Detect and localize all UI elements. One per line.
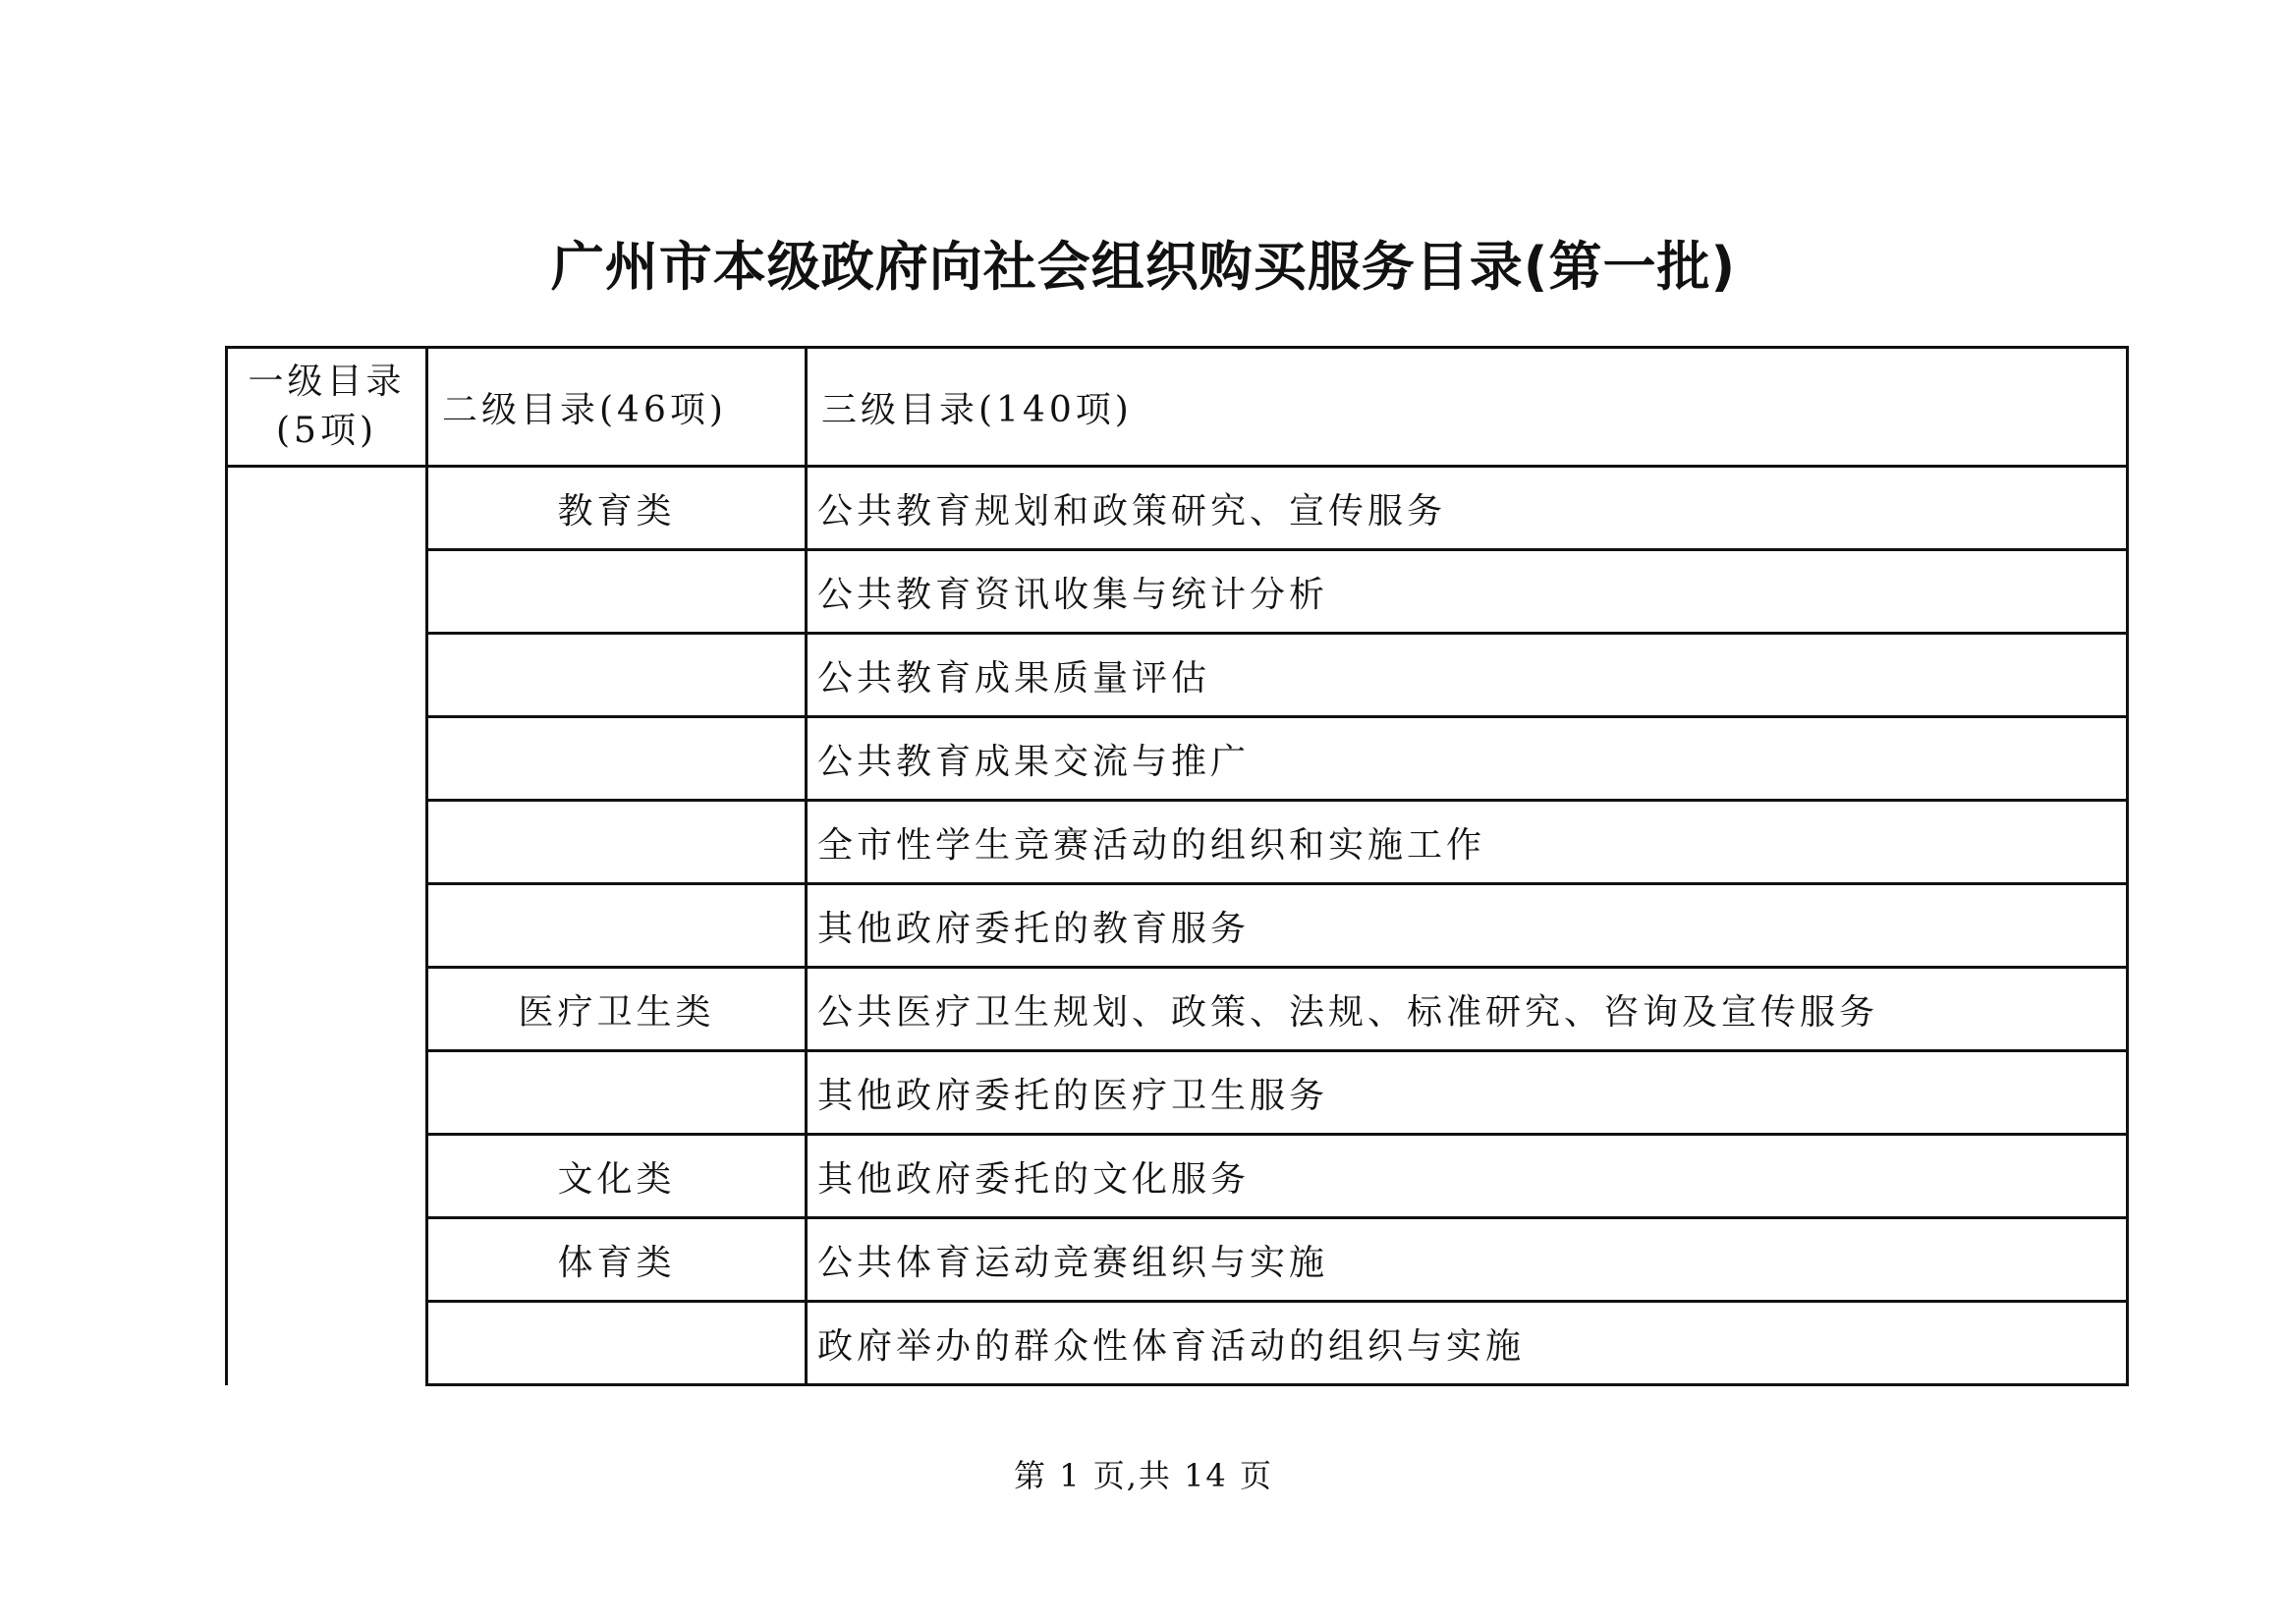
level3-cell: 公共教育资讯收集与统计分析	[807, 550, 2128, 634]
table-row	[227, 1135, 2128, 1218]
level2-cell	[427, 1302, 807, 1385]
level3-cell: 其他政府委托的医疗卫生服务	[807, 1051, 2128, 1135]
page-title: 广州市本级政府向社会组织购买服务目录(第一批)	[550, 236, 1737, 298]
level2-cell	[427, 550, 807, 634]
level2-cell	[427, 634, 807, 717]
header-level3: 三级目录(140项)	[807, 348, 2128, 467]
level2-cell: 体育类	[427, 1218, 807, 1302]
header-level1-count: (5项)	[276, 411, 377, 451]
level2-cell: 文化类	[427, 1135, 807, 1218]
level3-cell: 政府举办的群众性体育活动的组织与实施	[807, 1302, 2128, 1385]
page-footer: 第 1 页,共 14 页	[1014, 1457, 1273, 1494]
level3-cell: 其他政府委托的文化服务	[807, 1135, 2128, 1218]
table-header-row	[227, 348, 2128, 467]
table-row	[227, 467, 2128, 550]
level2-cell	[427, 1051, 807, 1135]
level3-cell: 公共教育规划和政策研究、宣传服务	[807, 467, 2128, 550]
level2-cell	[427, 801, 807, 884]
level3-cell: 公共体育运动竞赛组织与实施	[807, 1218, 2128, 1302]
table-row	[227, 1218, 2128, 1302]
level2-cell: 教育类	[427, 467, 807, 550]
level3-cell: 其他政府委托的教育服务	[807, 884, 2128, 968]
level1-cell	[227, 467, 427, 1385]
table-row	[227, 884, 2128, 968]
level3-cell: 公共教育成果质量评估	[807, 634, 2128, 717]
table-row	[227, 550, 2128, 634]
level2-cell: 医疗卫生类	[427, 968, 807, 1051]
header-level2: 二级目录(46项)	[427, 348, 807, 467]
level3-cell: 公共教育成果交流与推广	[807, 717, 2128, 801]
table-row	[227, 1051, 2128, 1135]
level2-cell	[427, 717, 807, 801]
level3-cell: 公共医疗卫生规划、政策、法规、标准研究、咨询及宣传服务	[807, 968, 2128, 1051]
table-row	[227, 801, 2128, 884]
header-level1	[227, 348, 427, 467]
level3-cell: 全市性学生竞赛活动的组织和实施工作	[807, 801, 2128, 884]
table-row	[227, 968, 2128, 1051]
header-level1-label: 一级目录	[248, 362, 406, 402]
table-row	[227, 717, 2128, 801]
table-row	[227, 1302, 2128, 1385]
table-row	[227, 634, 2128, 717]
level2-cell	[427, 884, 807, 968]
catalog-table	[225, 346, 2129, 1386]
